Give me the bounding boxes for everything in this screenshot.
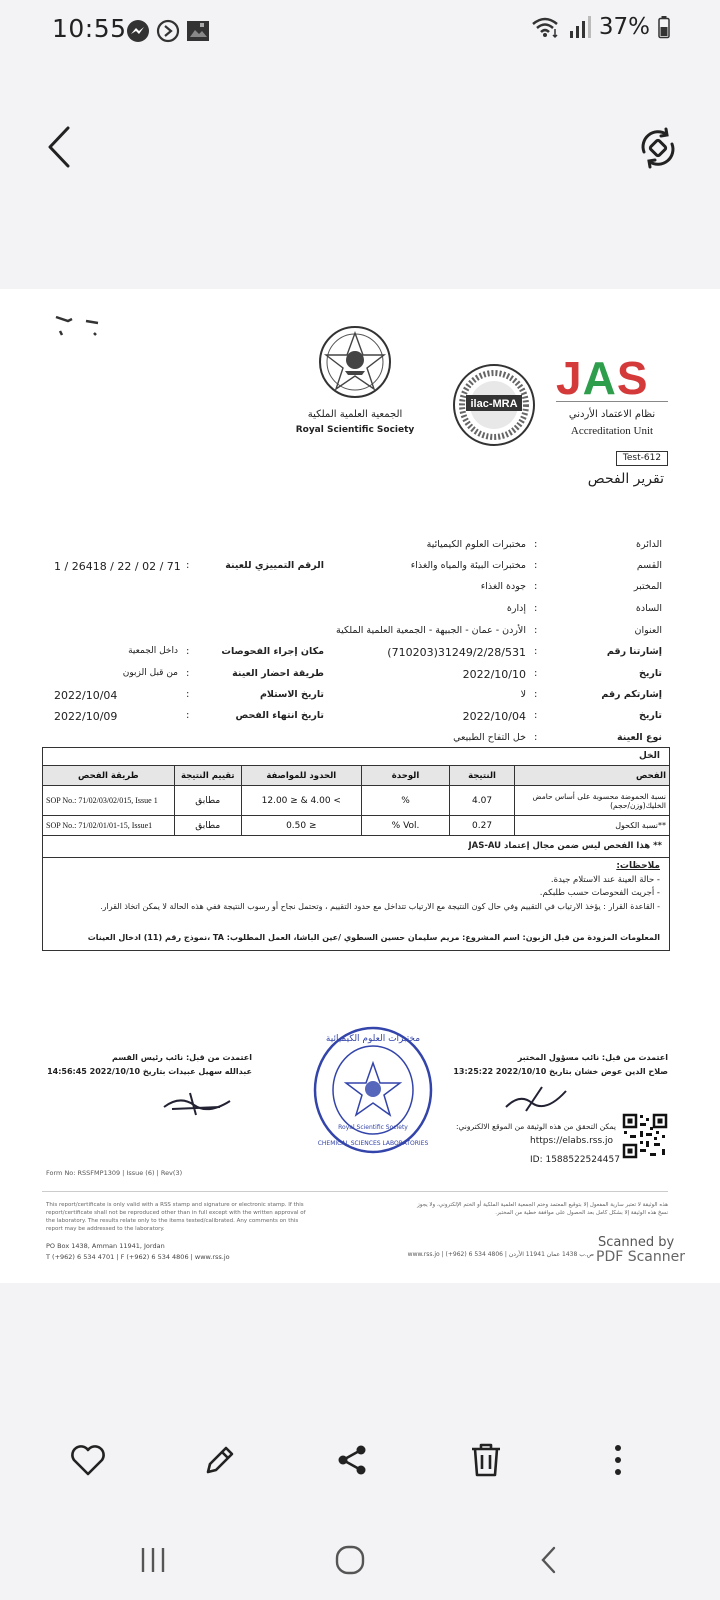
footer-address: PO Box 1438, Amman 11941, Jordan xyxy=(46,1242,165,1250)
table-header-row xyxy=(43,766,670,786)
info-left-value: 2022/10/09 xyxy=(54,710,118,723)
recent-apps-button[interactable] xyxy=(128,1538,178,1582)
info-colon: : xyxy=(534,710,538,721)
info-label: إشارتكم رقم xyxy=(601,689,662,700)
edit-button[interactable] xyxy=(196,1436,244,1484)
cell-limits: 12.00 ≥ & 4.00 < xyxy=(241,786,361,816)
cell-method: SOP No.: 71/02/01/01-15, Issue1 xyxy=(43,816,175,836)
favorite-button[interactable] xyxy=(64,1436,112,1484)
jas-name-arabic: نظام الاعتماد الأردني xyxy=(568,409,656,420)
info-label: تاريخ xyxy=(638,668,662,679)
heart-icon xyxy=(69,1443,107,1477)
info-left-value: 2022/10/04 xyxy=(54,689,118,702)
battery-icon xyxy=(658,15,670,39)
info-label: تاريخ xyxy=(638,710,662,721)
document-id: ID: 1588522524457 xyxy=(530,1155,620,1165)
report-title: تقرير الفحص xyxy=(587,471,664,487)
scanned-document xyxy=(0,289,720,1283)
messenger-icon xyxy=(126,19,150,43)
info-label: الدائرة xyxy=(635,539,662,550)
scanned-by-label: Scanned by xyxy=(598,1235,675,1250)
seal-bottom-text: CHEMICAL SCIENCES LABORATORIES xyxy=(317,1140,429,1147)
header-unit: الوحدة xyxy=(361,766,450,786)
left-signer-title: اعتمدت من قبل: نائب رئيس القسم xyxy=(112,1053,252,1062)
info-colon: : xyxy=(186,689,190,700)
action-bar xyxy=(0,1420,720,1500)
footer-phone: T (+962) 6 534 4701 | F (+962) 6 534 4806 | www.rss.jo xyxy=(46,1253,230,1261)
cell-result: 4.07 xyxy=(450,786,514,816)
home-icon xyxy=(334,1544,366,1576)
info-colon: : xyxy=(186,668,190,679)
header-limits: الحدود للمواصفة xyxy=(241,766,361,786)
back-arrow-icon[interactable] xyxy=(40,124,80,170)
scanner-name: PDF Scanner xyxy=(596,1249,686,1265)
info-value: إدارة xyxy=(506,603,526,614)
info-left-label: مكان إجراء الفحوصات xyxy=(221,646,324,657)
home-button[interactable] xyxy=(325,1538,375,1582)
cell-unit: % Vol. xyxy=(361,816,450,836)
recent-apps-icon xyxy=(138,1546,168,1574)
table-row xyxy=(43,786,670,816)
wifi-icon xyxy=(531,15,561,39)
table-footnote: ** هذا الفحص ليس ضمن مجال إعتماد JAS-AU xyxy=(468,841,662,851)
info-value: 2022/10/04 xyxy=(462,710,526,723)
share-icon xyxy=(335,1443,369,1477)
info-left-value: داخل الجمعية xyxy=(128,646,178,656)
header-method: طريقة الفحص xyxy=(43,766,175,786)
cell-limits: 0.50 ≥ xyxy=(241,816,361,836)
info-label: نوع العينة xyxy=(616,732,662,743)
trash-icon xyxy=(469,1442,503,1478)
rotate-screen-icon[interactable] xyxy=(636,126,680,170)
handwritten-mark xyxy=(50,309,110,339)
info-left-label: تاريخ الاستلام xyxy=(259,689,324,700)
share-button[interactable] xyxy=(328,1436,376,1484)
info-value: الأردن - عمان - الجبيهة - الجمعية العلمية الملكية xyxy=(336,625,526,636)
header-evaluation: تقييم النتيجة xyxy=(174,766,241,786)
notes-title: ملاحظات: xyxy=(616,861,660,871)
info-label: العنوان xyxy=(634,625,662,636)
info-colon: : xyxy=(186,560,190,571)
info-value: خل التفاح الطبيعي xyxy=(453,732,526,743)
gallery-icon xyxy=(186,19,210,43)
right-signer-title: اعتمدت من قبل: نائب مسؤول المختبر xyxy=(517,1053,668,1062)
info-colon: : xyxy=(534,646,538,657)
info-label: المختبر xyxy=(633,581,662,592)
info-left-label: طريقة احضار العينة xyxy=(232,668,324,679)
system-navigation-bar xyxy=(0,1520,720,1600)
results-table xyxy=(42,765,670,836)
pencil-icon xyxy=(202,1442,238,1478)
note-item: - حالة العينة عند الاستلام جيدة. xyxy=(550,875,660,885)
header-test: الفحص xyxy=(514,766,669,786)
laboratory-seal-icon xyxy=(312,1025,434,1155)
info-colon: : xyxy=(534,560,538,571)
info-label: إشارتنا رقم xyxy=(606,646,662,657)
info-colon: : xyxy=(534,625,538,636)
note-item: - القاعدة القرار : يؤخذ الارتياب في التقييم وفي حال كون النتيجة مع الارتياب تتداخل مع حدود التقييم ، وتحتمل نجاح أو رسوب النتيجة ففي هذه الحالة لا يمكن اتخاذ القرار. xyxy=(100,902,660,911)
footer-divider xyxy=(42,1191,668,1193)
rss-name-english: Royal Scientific Society xyxy=(295,425,415,435)
test-code: Test-612 xyxy=(616,451,668,466)
footer-contact-ar: ص.ب 1438 عمان 11941 الأردن | www.rss.jo | (+962) 6 534 4806 xyxy=(407,1251,594,1258)
info-value: 31249/2/28/531(710203) xyxy=(387,646,526,659)
verify-text: يمكن التحقق من هذه الوثيقة من الموقع الالكتروني: xyxy=(455,1122,616,1131)
cell-unit: % xyxy=(361,786,450,816)
verify-url: https://elabs.rss.jo xyxy=(530,1136,614,1146)
notes-divider xyxy=(42,857,670,859)
info-value: لا xyxy=(520,689,526,700)
signal-icon xyxy=(569,15,591,39)
left-signer-line: عبدالله سهيل عبيدات بتاريخ 2022/10/10 14:56:45 xyxy=(47,1067,252,1076)
status-time: 10:55 xyxy=(52,14,127,43)
info-colon: : xyxy=(186,710,190,721)
cell-test: **نسبة الكحول xyxy=(514,816,669,836)
top-app-bar xyxy=(0,100,720,196)
ilac-mark: ilac-MRA xyxy=(470,398,518,410)
info-value: 2022/10/10 xyxy=(462,668,526,681)
info-label: السادة xyxy=(635,603,662,614)
info-label: القسم xyxy=(636,560,662,571)
right-signature-icon xyxy=(502,1083,572,1115)
table-row xyxy=(43,816,670,836)
battery-percent: 37% xyxy=(598,14,650,40)
jas-divider xyxy=(556,401,668,405)
cell-result: 0.27 xyxy=(450,816,514,836)
note-item: - أجريت الفحوصات حسب طلبكم. xyxy=(539,888,660,898)
seal-top-text: مختبرات العلوم الكيميائية xyxy=(325,1034,421,1044)
cell-test: نسبة الحموضة محسوبة على أساس حامض الخليك(وزن/حجم) xyxy=(514,786,669,816)
more-options-button[interactable] xyxy=(594,1436,642,1484)
info-colon: : xyxy=(534,581,538,592)
info-value: جودة الغذاء xyxy=(480,581,526,592)
more-vertical-icon xyxy=(613,1443,623,1477)
info-colon: : xyxy=(534,539,538,550)
footer-disclaimer-en: This report/certificate is only valid with a RSS stamp and signature or electronic stamp. If this report/certificate shall not be reproduced other than in full except with the written approval of the laboratory. The results relate only to the items tested/calibrated. Any comments on this report may be addressed to the laboratory. xyxy=(46,1202,306,1232)
rss-name-arabic: الجمعية العلمية الملكية xyxy=(307,409,403,420)
info-colon: : xyxy=(534,668,538,679)
info-colon: : xyxy=(534,732,538,743)
info-colon: : xyxy=(186,646,190,657)
info-value: مختبرات البيئة والمياه والغذاء xyxy=(410,560,526,571)
sample-name: الخل xyxy=(639,751,660,761)
info-value: مختبرات العلوم الكيميائية xyxy=(426,539,526,550)
qr-code-icon xyxy=(622,1113,668,1159)
info-left-value: من قبل الزبون xyxy=(122,668,178,678)
cell-method: SOP No.: 71/02/03/02/015, Issue 1 xyxy=(43,786,175,816)
footer-disclaimer-ar: هذه الوثيقة لا تعتبر سارية المفعول إلا بتوقيع المعتمد وختم الجمعية العلمية الملكية أو الختم الإلكتروني، ولا يجوز نسخ هذه الوثيقة إلا بشكل كامل بعد الحصول على موافقة خطية من المختبر. xyxy=(417,1202,668,1216)
info-left-label: الرقم التمييزي للعينة xyxy=(225,560,324,571)
left-signature-icon xyxy=(160,1089,240,1117)
header-result: النتيجة xyxy=(450,766,514,786)
rss-logo-icon xyxy=(318,325,392,399)
cell-evaluation: مطابق xyxy=(174,816,241,836)
info-left-value: 1 / 26418 / 22 / 02 / 71 xyxy=(54,560,181,573)
info-colon: : xyxy=(534,603,538,614)
nav-back-icon xyxy=(538,1545,560,1575)
system-back-button[interactable] xyxy=(524,1538,574,1582)
jas-name-english: Accreditation Unit xyxy=(570,425,654,437)
info-colon: : xyxy=(534,689,538,700)
app-notification-icon xyxy=(156,19,180,43)
cell-evaluation: مطابق xyxy=(174,786,241,816)
jas-logo: JAS xyxy=(556,352,649,404)
form-number: Form No: RSSFMP1309 | Issue (6) | Rev(3) xyxy=(46,1169,183,1177)
info-left-label: تاريخ انتهاء الفحص xyxy=(235,710,324,721)
ilac-mra-logo-icon xyxy=(452,363,536,447)
seal-mid-text: Royal Scientific Society xyxy=(338,1124,408,1131)
customer-info: المعلومات المزودة من قبل الزبون: اسم المشروع: مريم سليمان حسين السطوي /عين الباشا، العمل المطلوب: TA ،نموذج رقم (11) ادخال العينات xyxy=(87,933,660,942)
right-signer-line: صلاح الدين عوض خشان بتاريخ 2022/10/10 13:25:22 xyxy=(453,1067,668,1076)
status-bar xyxy=(0,0,720,62)
delete-button[interactable] xyxy=(462,1436,510,1484)
